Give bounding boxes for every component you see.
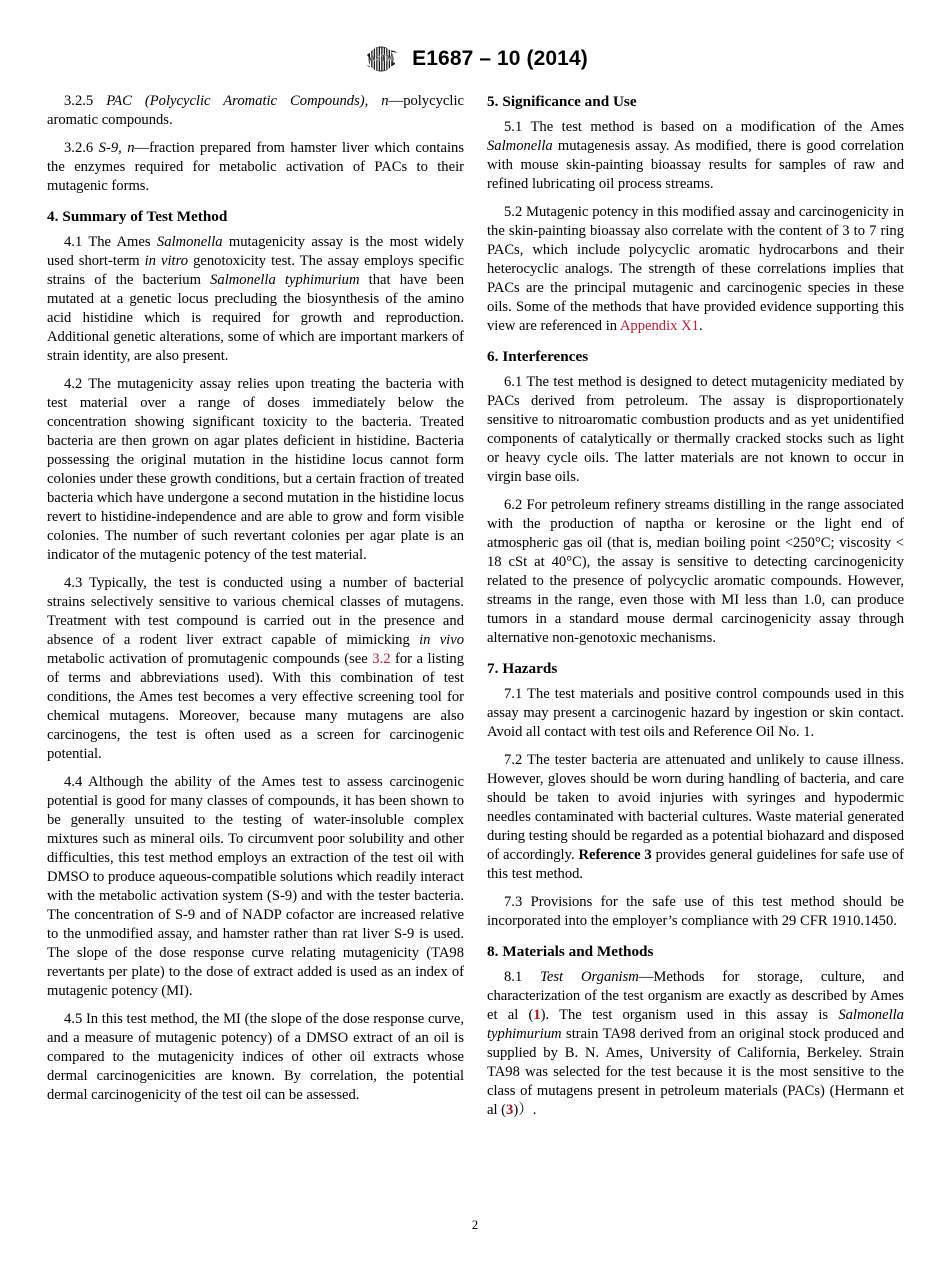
paragraph-6-2 bbox=[487, 496, 904, 648]
paragraph-number: 4.5 bbox=[64, 1010, 83, 1027]
paragraph-text: Provisions for the safe use of this test method should be incorporated into the employer’s compliance with 29 CFR 1910.1450. bbox=[487, 893, 905, 929]
paragraph-text: —polycyclic aromatic compounds. bbox=[47, 93, 464, 129]
paragraph-text: In this test method, the MI (the slope of the dose response curve, and a measure of mutagenic potency) of a DMSO extract of an oil is compared to the mutagenicity indices of other oil extracts whose dermal carcinogenicities are known. By correlation, the potential dermal carcinogenicity of the test oil can be assessed. bbox=[47, 1010, 464, 1103]
paragraph-number: 4.4 bbox=[64, 773, 83, 790]
paragraph-text: Although the ability of the Ames test to assess carcinogenic potential is good for many classes of compounds, it has been shown to be generally unsuited to the testing of water-insoluble complex mixtures such as mineral oils. To circumvent poor solubility and other difficulties, this test method employs an extraction of the test oil with DMSO to produce aqueous-compatible solutions which readily interact with the metabolic activation system (S-9) and with the tester bacteria. The concentration of S-9 and of NADP cofactor are increased relative to the unmodified assay, and hamster rather than rat liver S-9 is used. The slope of the dose response curve relating mutagenicity (TA98 revertants per plate) to the dose of extract added is used as an index of mutagenic potency (MI). bbox=[47, 773, 464, 1000]
italic-phrase: in vivo bbox=[419, 631, 465, 648]
section-title: Hazards bbox=[502, 660, 558, 678]
paragraph-text: metabolic activation of promutagenic compounds (see bbox=[47, 650, 373, 667]
paragraph-number: 4.3 bbox=[64, 574, 83, 591]
paragraph-text: for a listing of terms and abbreviations used). With this combination of test conditions, the Ames test becomes a very effective screening tool for chemical mutagens. Moreover, because many mutagens are also carcinogens, the test is often used as a screen for carcinogenic potential. bbox=[47, 650, 464, 762]
section-title: Materials and Methods bbox=[502, 942, 654, 960]
cross-reference-link-appendix-x1[interactable]: Appendix X1 bbox=[619, 317, 699, 334]
italic-species-name: Salmonella bbox=[487, 138, 553, 155]
italic-species-name: Salmonella typhimurium bbox=[210, 271, 360, 288]
paragraph-text: The Ames bbox=[88, 233, 157, 250]
paragraph-text: mutagenicity assay is the most widely used short-term bbox=[47, 233, 464, 269]
defined-term: Test Organism bbox=[540, 968, 639, 985]
paragraph-text: . bbox=[698, 317, 703, 334]
paragraph-text: For petroleum refinery streams distilling in the range associated with the production of naptha or kerosine or the light end of atmospheric gas oil (that is, median boiling point <250°C; viscosity < 18 cSt at 40°C), the assay is sensitive to detecting carcinogenicity related to the presence of polycyclic aromatic compounds. However, streams in the range, even those with MI less than 1.0, can produce tumors in a standard mouse dermal carcinogenicity assay through alternative non-genotoxic mechanisms. bbox=[487, 496, 904, 647]
paragraph-6-1 bbox=[487, 373, 904, 487]
paragraph-text: The test method is based on a modification of the Ames bbox=[530, 119, 904, 135]
paragraph-text: that have been mutated at a genetic locus precluding the biosynthesis of the amino acid histidine which is required for growth and reproduction. Additional genetic alterations, some of which are important markers of strain identity, are also present. bbox=[47, 271, 464, 365]
paragraph-text: The test method is designed to detect mutagenicity mediated by PACs derived from petroleum. The assay is disproportionately sensitive to nitroaromatic combustion products and as yet unidentified components of catalytically or thermally cracked stocks such as light or heavy cycle oils. The latter materials are not known to occur in virgin base oils. bbox=[487, 374, 904, 486]
paragraph-text: The tester bacteria are attenuated and unlikely to cause illness. However, gloves should be worn during handling of bacteria, and care should be taken to avoid injuries with syringes and hypodermic needles contaminated with bacterial cultures. Waste material generated during testing should be regarded as a potential biohazard and disposed of accordingly. bbox=[487, 751, 905, 864]
paragraph-text: genotoxicity test. The assay employs specific strains of the bacterium bbox=[47, 252, 464, 288]
left-column bbox=[47, 92, 464, 1120]
defined-term: S-9, n bbox=[98, 139, 135, 156]
paragraph-number: 7.1 bbox=[504, 686, 523, 703]
section-heading-6 bbox=[487, 347, 904, 366]
section-title: Significance and Use bbox=[502, 93, 637, 110]
paragraph-number: 7.3 bbox=[504, 893, 523, 910]
page-number: 2 bbox=[471, 1218, 479, 1232]
paragraph-7-1 bbox=[487, 685, 904, 742]
paragraph-text: )）. bbox=[513, 1102, 537, 1119]
paragraph-number: 6.1 bbox=[504, 374, 523, 391]
paragraph-text: Mutagenic potency in this modified assay and carcinogenicity in the skin-painting bioassay also correlate with the content of 3 to 7 ring PACs, which include polycyclic aromatic hydrocarbons and their heterocyclic analogs. The strength of these correlations implies that PACs are the principal mutagenic and carcinogenic species in these oils. Some of the methods that have provided evidence supporting this view are referenced in bbox=[487, 203, 904, 334]
paragraph-8-1 bbox=[487, 968, 904, 1120]
paragraph-number: 3.2.5 bbox=[64, 93, 94, 109]
paragraph-number: 4.1 bbox=[64, 233, 83, 250]
paragraph-5-1 bbox=[487, 118, 904, 194]
document-header bbox=[0, 44, 950, 74]
section-title: Interferences bbox=[502, 348, 589, 366]
section-number: 5. bbox=[487, 93, 499, 110]
paragraph-7-2 bbox=[487, 751, 904, 884]
paragraph-number: 4.2 bbox=[64, 375, 83, 392]
paragraph-3-2-6 bbox=[47, 139, 464, 196]
paragraph-text: —Methods for storage, culture, and characterization of the test organism are exactly as described by Ames et al ( bbox=[487, 968, 905, 1023]
paragraph-text: —fraction prepared from hamster liver which contains the enzymes required for metabolic activation of PACs to their mutagenic forms. bbox=[47, 139, 464, 194]
paragraph-4-3 bbox=[47, 574, 464, 764]
paragraph-text: ). The test organism used in this assay is bbox=[540, 1006, 839, 1023]
paragraph-text: provides general guidelines for safe use of this test method. bbox=[487, 847, 904, 883]
section-number: 7. bbox=[487, 660, 499, 678]
paragraph-number: 5.1 bbox=[504, 119, 523, 135]
paragraph-7-3 bbox=[487, 893, 904, 931]
bibliography-reference-link-3[interactable]: 3 bbox=[506, 1102, 514, 1119]
paragraph-text: strain TA98 derived from an original stock produced and supplied by B. N. Ames, University of California, Berkeley. Strain TA98 was selected for the test because it is the most sensitive to the class of mutagens present in petroleum materials (PACs) (Hermann et al ( bbox=[487, 1025, 904, 1119]
section-number: 6. bbox=[487, 348, 499, 366]
section-number: 4. bbox=[47, 207, 59, 225]
paragraph-4-4 bbox=[47, 773, 464, 1002]
svg-text:ASTM: ASTM bbox=[369, 53, 394, 63]
paragraph-number: 5.2 bbox=[504, 203, 523, 220]
section-heading-8 bbox=[487, 942, 904, 961]
paragraph-number: 8.1 bbox=[504, 968, 523, 985]
paragraph-number: 7.2 bbox=[504, 751, 523, 768]
bold-reference-3: Reference 3 bbox=[578, 847, 652, 864]
section-heading-4 bbox=[47, 207, 464, 226]
section-heading-7 bbox=[487, 659, 904, 678]
section-title: Summary of Test Method bbox=[62, 207, 228, 225]
astm-logo-icon bbox=[362, 44, 402, 74]
section-number: 8. bbox=[487, 942, 499, 960]
document-title: E1687 – 10 (2014) bbox=[412, 47, 588, 70]
paragraph-4-5 bbox=[47, 1010, 464, 1105]
paragraph-number: 3.2.6 bbox=[64, 139, 94, 156]
two-column-body bbox=[47, 92, 905, 1120]
cross-reference-link-3-2[interactable]: 3.2 bbox=[372, 650, 391, 667]
bibliography-reference-link-1[interactable]: 1 bbox=[533, 1006, 541, 1023]
paragraph-text: Typically, the test is conducted using a number of bacterial strains selectively sensitive to various chemical classes of mutagens. Treatment with test compound is carried out in the presence and absence of a rodent liver extract capable of mimicking bbox=[47, 574, 464, 648]
paragraph-5-2 bbox=[487, 203, 904, 336]
paragraph-4-1 bbox=[47, 233, 464, 366]
italic-species-name: Salmonella typhimurium bbox=[487, 1006, 904, 1042]
paragraph-text: The mutagenicity assay relies upon treating the bacteria with test material over a range of doses immediately below the concentration showing significant toxicity to the bacteria. Treated bacteria are then grown on agar plates deficient in histidine. Bacteria possessing the original mutation in the histidine locus cannot form colonies under these growth conditions, but a certain fraction of treated bacteria which have undergone a second mutation in the histidine locus revert to histidine-independence and are able to grow and form visible colonies. The number of such revertant colonies per agar plate is an indicator of the mutagenic potency of the test material. bbox=[47, 375, 464, 563]
italic-phrase: in vitro bbox=[144, 252, 189, 269]
paragraph-text: The test materials and positive control compounds used in this assay may present a carcinogenic hazard by ingestion or skin contact. Avoid all contact with test oils and Reference Oil No. 1. bbox=[487, 686, 905, 741]
italic-species-name: Salmonella bbox=[156, 233, 223, 250]
paragraph-3-2-5 bbox=[47, 92, 464, 130]
defined-term: PAC (Polycyclic Aromatic Compounds), n bbox=[106, 93, 389, 109]
paragraph-number: 6.2 bbox=[504, 496, 523, 513]
section-heading-5 bbox=[487, 92, 904, 111]
paragraph-4-2 bbox=[47, 375, 464, 565]
right-column bbox=[487, 92, 904, 1120]
paragraph-text: mutagenesis assay. As modified, there is good correlation with mouse skin-painting bioassay results for samples of raw and refined lubricating oil process streams. bbox=[487, 138, 904, 193]
